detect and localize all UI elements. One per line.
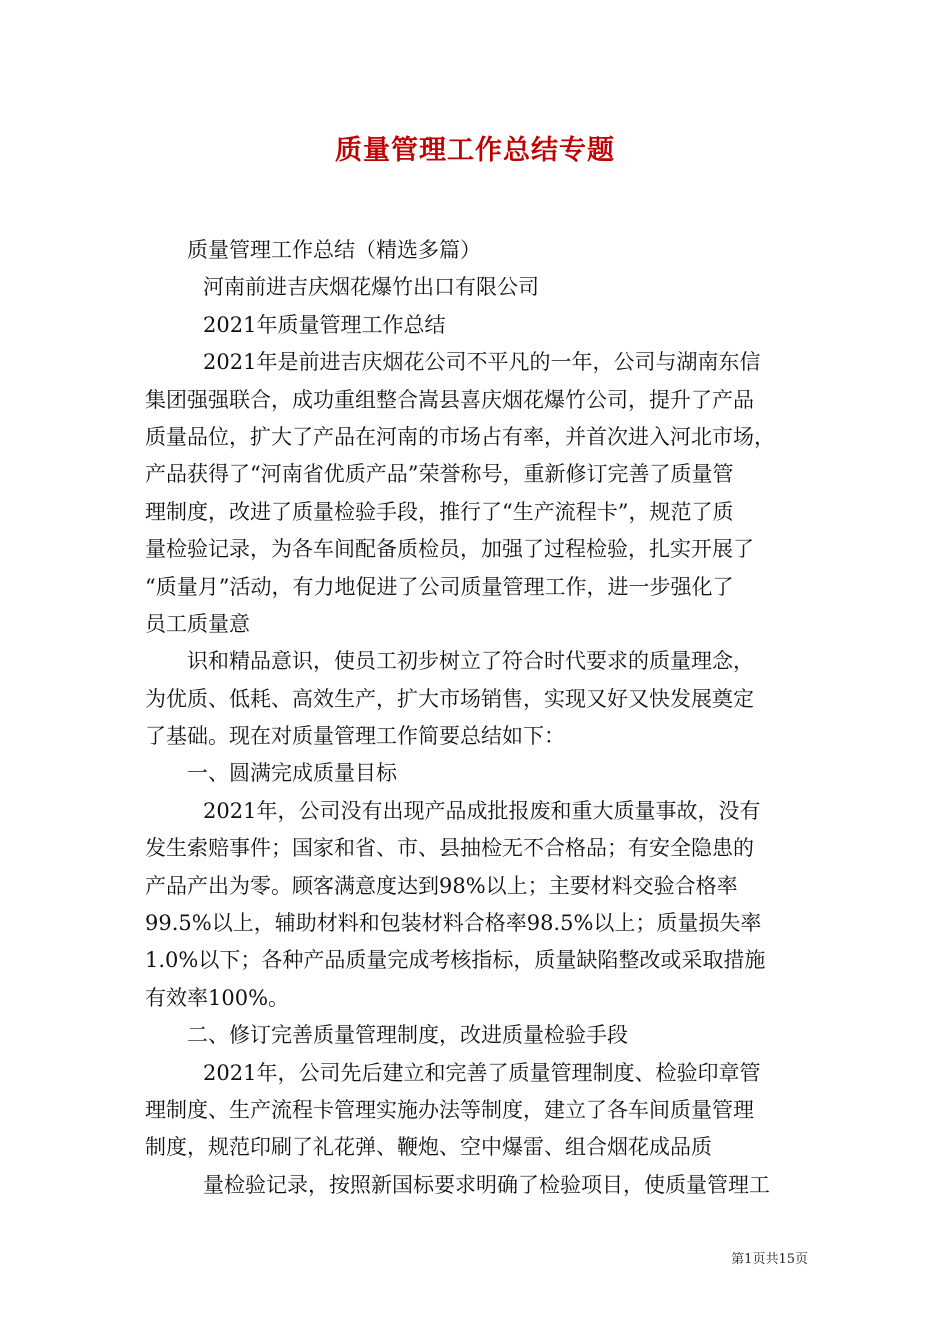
text-line: 理制度，改进了质量检验手段，推行了“生产流程卡”，规范了质	[145, 499, 734, 524]
text-line: 1.0%以下；各种产品质量完成考核指标，质量缺陷整改或采取措施	[145, 948, 766, 973]
text-line: 2021年是前进吉庆烟花公司不平凡的一年，公司与湖南东信	[203, 350, 761, 375]
text-line: 2021年质量管理工作总结	[203, 312, 446, 337]
document-body	[145, 232, 810, 1204]
text-line: 量检验记录，按照新国标要求明确了检验项目，使质量管理工	[203, 1172, 770, 1197]
text-line: 量检验记录，为各车间配备质检员，加强了过程检验，扎实开展了	[145, 537, 754, 562]
text-line: 为优质、低耗、高效生产，扩大市场销售，实现又好又快发展奠定	[145, 686, 754, 711]
text-line: 99.5%以上，辅助材料和包装材料合格率98.5%以上；质量损失率	[145, 911, 762, 936]
text-line: 了基础。现在对质量管理工作简要总结如下：	[145, 724, 565, 749]
text-line: “质量月”活动，有力地促进了公司质量管理工作，进一步强化了	[145, 574, 734, 599]
text-line: 集团强强联合，成功重组整合嵩县喜庆烟花爆竹公司，提升了产品	[145, 387, 754, 412]
text-line: 产品产出为零。顾客满意度达到98%以上；主要材料交验合格率	[145, 873, 738, 898]
text-line: 有效率100%。	[145, 985, 290, 1010]
text-line: 制度，规范印刷了礼花弹、鞭炮、空中爆雷、组合烟花成品质	[145, 1135, 712, 1160]
text-line: 河南前进吉庆烟花爆竹出口有限公司	[203, 275, 539, 300]
text-line: 质量管理工作总结（精选多篇）	[187, 238, 481, 262]
text-line: 一、圆满完成质量目标	[187, 761, 397, 786]
text-line: 二、修订完善质量管理制度，改进质量检验手段	[187, 1023, 628, 1048]
text-line: 质量品位，扩大了产品在河南的市场占有率，并首次进入河北市场，	[145, 424, 775, 449]
text-line: 2021年，公司没有出现产品成批报废和重大质量事故，没有	[203, 798, 761, 823]
page-number: 第1页共15页	[731, 1252, 808, 1267]
text-line: 识和精品意识，使员工初步树立了符合时代要求的质量理念，	[187, 649, 754, 674]
text-line: 员工质量意	[145, 611, 250, 636]
text-line: 理制度、生产流程卡管理实施办法等制度，建立了各车间质量管理	[145, 1097, 754, 1122]
text-line: 产品获得了“河南省优质产品”荣誉称号，重新修订完善了质量管	[145, 462, 734, 487]
text-line: 2021年，公司先后建立和完善了质量管理制度、检验印章管	[203, 1060, 761, 1085]
text-line: 发生索赔事件；国家和省、市、县抽检无不合格品；有安全隐患的	[145, 836, 754, 861]
document-title: 质量管理工作总结专题	[335, 135, 615, 166]
